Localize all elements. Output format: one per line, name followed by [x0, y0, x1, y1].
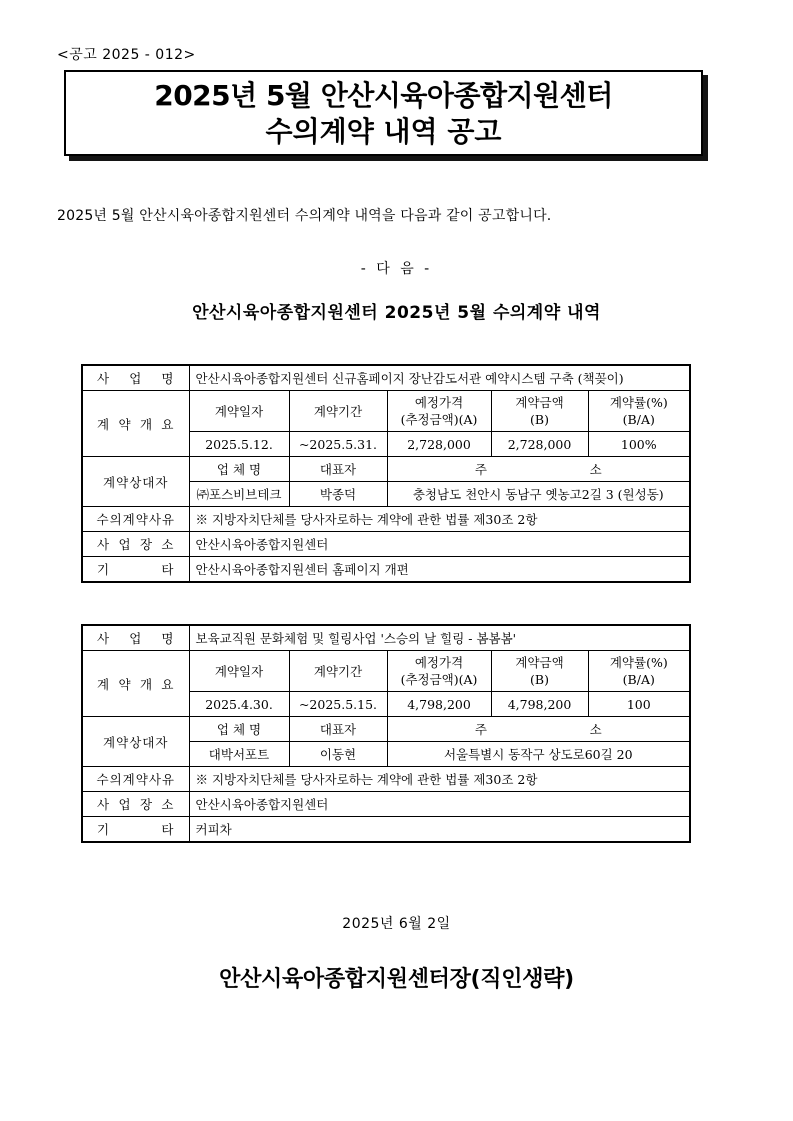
table-row — [82, 365, 690, 391]
estimated-price-value: 2,728,000 — [387, 432, 491, 457]
reason-value: ※ 지방자치단체를 당사자로하는 계약에 관한 법률 제30조 2항 — [189, 507, 690, 532]
col-company: 업 체 명 — [189, 717, 289, 742]
col-contract-rate — [588, 651, 690, 692]
project-name-value: 안산시육아종합지원센터 신규홈페이지 장난감도서관 예약시스템 구축 (책꽂이) — [189, 365, 690, 391]
reason-value: ※ 지방자치단체를 당사자로하는 계약에 관한 법률 제30조 2항 — [189, 767, 690, 792]
other-label: 기 타 — [82, 817, 189, 843]
estimated-price-value: 4,798,200 — [387, 692, 491, 717]
col-estimated-price — [387, 651, 491, 692]
project-location-label: 사 업 장 소 — [82, 532, 189, 557]
table-row — [82, 557, 690, 583]
announcement-date: 2025년 6월 2일 — [342, 916, 451, 932]
col-contract-rate-line2: (B/A) — [622, 412, 655, 427]
col-contract-amount-line1: 계약금액 — [515, 655, 564, 670]
representative-value: 이동현 — [289, 742, 387, 767]
col-address-char1: 주 — [474, 462, 487, 477]
company-value: 대박서포트 — [189, 742, 289, 767]
reason-label: 수의계약사유 — [82, 767, 189, 792]
contract-overview-label: 계 약 개 요 — [82, 651, 189, 717]
col-estimated-price — [387, 391, 491, 432]
table-row — [82, 651, 690, 692]
contract-overview-label: 계 약 개 요 — [82, 391, 189, 457]
col-estimated-price-line1: 예정가격 — [414, 395, 464, 410]
section-title: 안산시육아종합지원센터 2025년 5월 수의계약 내역 — [192, 303, 601, 323]
col-representative: 대표자 — [289, 457, 387, 482]
title-box — [64, 70, 703, 156]
other-label: 기 타 — [82, 557, 189, 583]
address-value: 충청남도 천안시 동남구 옛농고2길 3 (원성동) — [387, 482, 690, 507]
col-address — [387, 457, 690, 482]
col-contract-amount — [491, 391, 588, 432]
contract-rate-value: 100% — [588, 432, 690, 457]
project-location-label: 사 업 장 소 — [82, 792, 189, 817]
project-name-label: 사 업 명 — [82, 365, 189, 391]
table-row — [82, 391, 690, 432]
table-row — [82, 507, 690, 532]
contractor-label: 계약상대자 — [82, 717, 189, 767]
table-row — [82, 817, 690, 843]
col-address-char1: 주 — [474, 722, 487, 737]
col-contract-date: 계약일자 — [189, 651, 289, 692]
col-contract-period: 계약기간 — [289, 651, 387, 692]
table-row — [82, 625, 690, 651]
other-value: 안산시육아종합지원센터 홈페이지 개편 — [189, 557, 690, 583]
contract-period-value: ~2025.5.31. — [289, 432, 387, 457]
col-contract-rate-line1: 계약률(%) — [609, 655, 668, 670]
notice-number: <공고 2025 - 012> — [57, 47, 196, 63]
col-contract-rate-line2: (B/A) — [622, 672, 655, 687]
col-contract-rate-line1: 계약률(%) — [609, 395, 668, 410]
table-row — [82, 457, 690, 482]
contract-amount-value: 2,728,000 — [491, 432, 588, 457]
table-row — [82, 532, 690, 557]
col-contract-amount-line2: (B) — [530, 412, 549, 427]
col-contract-period: 계약기간 — [289, 391, 387, 432]
page-title-line2: 수의계약 내역 공고 — [265, 115, 502, 148]
col-address — [387, 717, 690, 742]
col-company: 업 체 명 — [189, 457, 289, 482]
project-location-value: 안산시육아종합지원센터 — [189, 792, 690, 817]
signature: 안산시육아종합지원센터장(직인생략) — [219, 967, 574, 992]
col-contract-date: 계약일자 — [189, 391, 289, 432]
reason-label: 수의계약사유 — [82, 507, 189, 532]
contractor-label: 계약상대자 — [82, 457, 189, 507]
contract-period-value: ~2025.5.15. — [289, 692, 387, 717]
col-estimated-price-line2: (추정금액)(A) — [400, 412, 478, 427]
intro-text: 2025년 5월 안산시육아종합지원센터 수의계약 내역을 다음과 같이 공고합니다. — [57, 208, 552, 224]
page-title-line1: 2025년 5월 안산시육아종합지원센터 — [154, 79, 613, 112]
contract-table-1 — [81, 364, 691, 583]
project-name-value: 보육교직원 문화체험 및 힐링사업 '스승의 날 힐링 - 봄봄봄' — [189, 625, 690, 651]
col-address-char2: 소 — [589, 722, 602, 737]
contract-amount-value: 4,798,200 — [491, 692, 588, 717]
col-contract-amount — [491, 651, 588, 692]
company-value: ㈜포스비브테크 — [189, 482, 289, 507]
address-value: 서울특별시 동작구 상도로60길 20 — [387, 742, 690, 767]
col-contract-amount-line1: 계약금액 — [515, 395, 564, 410]
table-row — [82, 792, 690, 817]
next-label: - 다 음 - — [360, 261, 433, 277]
other-value: 커피차 — [189, 817, 690, 843]
col-estimated-price-line1: 예정가격 — [414, 655, 464, 670]
project-location-value: 안산시육아종합지원센터 — [189, 532, 690, 557]
col-contract-amount-line2: (B) — [530, 672, 549, 687]
col-address-char2: 소 — [589, 462, 602, 477]
table-row — [82, 717, 690, 742]
contract-table-2 — [81, 624, 691, 843]
table-row — [82, 767, 690, 792]
contract-rate-value: 100 — [588, 692, 690, 717]
representative-value: 박종덕 — [289, 482, 387, 507]
col-estimated-price-line2: (추정금액)(A) — [400, 672, 478, 687]
col-contract-rate — [588, 391, 690, 432]
contract-date-value: 2025.4.30. — [189, 692, 289, 717]
col-representative: 대표자 — [289, 717, 387, 742]
project-name-label: 사 업 명 — [82, 625, 189, 651]
contract-date-value: 2025.5.12. — [189, 432, 289, 457]
